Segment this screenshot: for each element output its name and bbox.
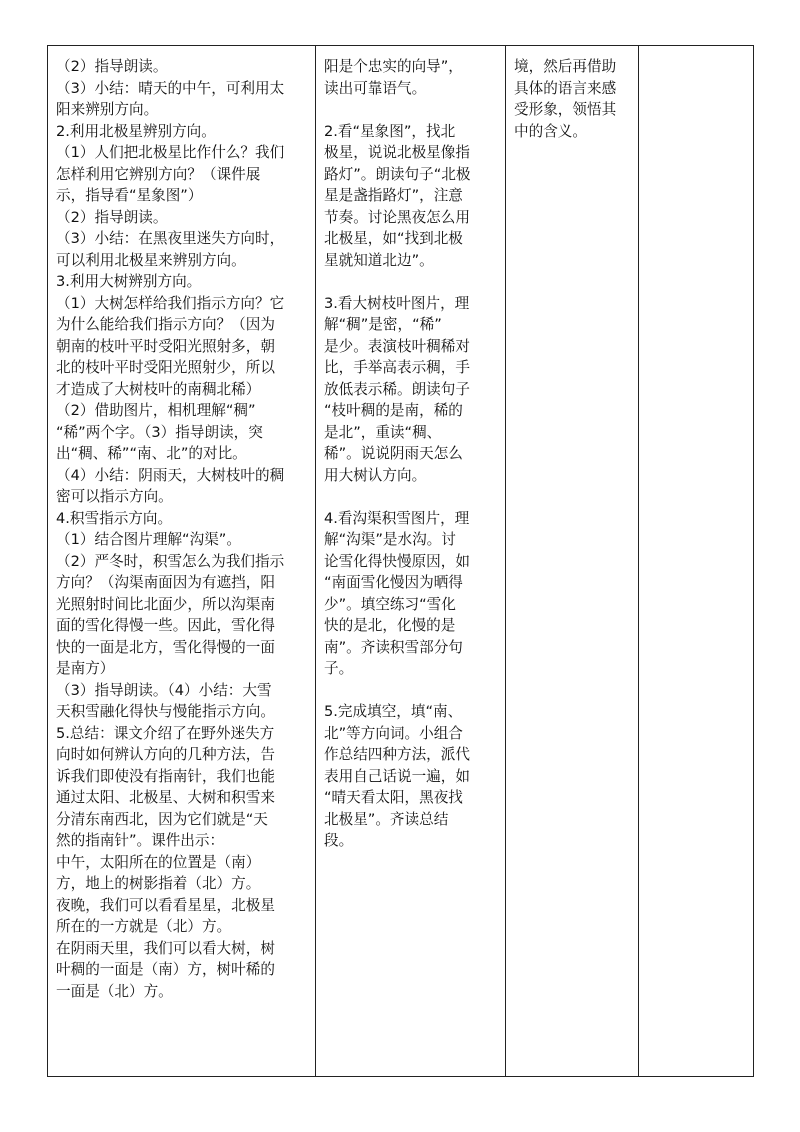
text-line: 极星，说说北极星像指 — [324, 144, 470, 161]
text-line: 3.看大树枝叶图片，理 — [324, 294, 470, 312]
text-line: 5.总结：课文介绍了在野外迷失方 — [56, 724, 275, 742]
text-line: （2）借助图片，相机理解“稠” — [56, 402, 256, 419]
blank-line — [324, 486, 499, 508]
text-line: 方向？（沟渠南面因为有遮挡，阳 — [56, 574, 275, 591]
text-line: 是少。表演枝叶稠稀对 — [324, 337, 470, 355]
text-line: 一面是（北）方。 — [56, 982, 173, 1000]
text-line: “枝叶稠的是南，稀的 — [324, 402, 463, 419]
text-line: （1）人们把北极星比作什么？我们 — [56, 144, 285, 161]
text-line: 是北”，重读“稠、 — [324, 423, 442, 441]
lesson-table — [47, 45, 754, 1077]
text-line: 解“沟渠”是水沟。讨 — [324, 531, 456, 548]
text-line: 4.积雪指示方向。 — [56, 509, 173, 527]
text-line: 阳来辨别方向。 — [56, 101, 159, 118]
blank-line — [324, 680, 499, 702]
text-line: 然的指南针”。课件出示： — [56, 832, 225, 849]
text-line: 朝南的枝叶平时受阳光照射多，朝 — [56, 337, 275, 355]
text-line: 在阴雨天里，我们可以看大树，树 — [56, 939, 275, 957]
text-line: （2）指导朗读。 — [56, 58, 168, 75]
notes-cell — [639, 46, 754, 1077]
text-line: 才造成了大树枝叶的南稠北稀） — [56, 380, 261, 398]
text-line: 北的枝叶平时受阳光照射少，所以 — [56, 359, 275, 376]
teaching-process-text — [56, 56, 309, 1002]
text-line: 子。 — [324, 660, 354, 677]
text-line: （2）指导朗读。 — [56, 208, 168, 226]
text-line: 2.利用北极星辨别方向。 — [56, 122, 216, 140]
table-row — [48, 46, 754, 1077]
blank-line — [324, 99, 499, 121]
text-line: 节奏。讨论黑夜怎么用 — [324, 208, 470, 226]
text-line: 境，然后再借助 — [514, 58, 617, 75]
text-line: 所在的一方就是（北）方。 — [56, 918, 232, 935]
text-line: 2.看“星象图”，找北 — [324, 122, 456, 140]
text-line: （3）小结：晴天的中午，可利用太 — [56, 79, 285, 97]
text-line: （2）严冬时，积雪怎么为我们指示 — [56, 552, 285, 570]
text-line: 光照射时间比北面少，所以沟渠南 — [56, 595, 275, 613]
text-line: （3）指导朗读。（4）小结：大雪 — [56, 681, 272, 699]
text-line: 5.完成填空，填“南、 — [324, 703, 463, 720]
text-line: 面的雪化得慢一些。因此，雪化得 — [56, 617, 275, 634]
text-line: 4.看沟渠积雪图片，理 — [324, 509, 470, 527]
text-line: 稀”。说说阴雨天怎么 — [324, 445, 463, 462]
text-line: 为什么能给我们指示方向？（因为 — [56, 316, 275, 333]
text-line: 方，地上的树影指着（北）方。 — [56, 875, 261, 892]
text-line: 3.利用大树辨别方向。 — [56, 273, 202, 290]
text-line: 论雪化得快慢原因，如 — [324, 552, 470, 570]
text-line: （4）小结：阴雨天，大树枝叶的稠 — [56, 466, 285, 484]
text-line: 少”。填空练习“雪化 — [324, 595, 456, 613]
text-line: 作总结四种方法，派代 — [324, 746, 470, 763]
text-line: 夜晚，我们可以看看星星，北极星 — [56, 896, 275, 914]
text-line: 是南方） — [56, 660, 115, 677]
text-line: 具体的语言来感 — [514, 79, 617, 97]
text-line: 放低表示稀。朗读句子 — [324, 380, 470, 398]
text-line: 用大树认方向。 — [324, 466, 427, 484]
text-line: （3）小结：在黑夜里迷失方向时， — [56, 230, 285, 247]
text-line: 怎样利用它辨别方向？（课件展 — [56, 165, 261, 183]
text-line: 受形象，领悟其 — [514, 101, 617, 118]
text-line: 北极星，如“找到北极 — [324, 230, 463, 247]
text-line: 快的一面是北方，雪化得慢的一面 — [56, 638, 275, 656]
text-line: 南”。齐读积雪部分句 — [324, 638, 463, 656]
text-line: 向时如何辨认方向的几种方法，告 — [56, 746, 275, 763]
student-activity-text — [324, 56, 499, 852]
text-line: 诉我们即使没有指南针，我们也能 — [56, 767, 275, 785]
text-line: 通过太阳、北极星、大树和积雪来 — [56, 789, 275, 806]
design-intent-text — [514, 56, 632, 142]
text-line: 星就知道北边”。 — [324, 251, 434, 269]
text-line: 叶稠的一面是（南）方，树叶稀的 — [56, 961, 275, 978]
text-line: （1）大树怎样给我们指示方向？它 — [56, 294, 285, 312]
text-line: 中午，太阳所在的位置是（南） — [56, 853, 261, 871]
text-line: 快的是北，化慢的是 — [324, 617, 456, 634]
text-line: “稀”两个字。（3）指导朗读，突 — [56, 423, 263, 441]
text-line: 分清东南西北，因为它们就是“天 — [56, 810, 268, 828]
student-activity-cell — [316, 46, 506, 1077]
text-line: “南面雪化慢因为晒得 — [324, 574, 463, 591]
text-line: 段。 — [324, 832, 354, 849]
text-line: 出“稠、稀”“南、北”的对比。 — [56, 445, 247, 462]
text-line: 天积雪融化得快与慢能指示方向。 — [56, 703, 275, 720]
text-line: 比，手举高表示稠，手 — [324, 359, 470, 376]
text-line: 示，指导看“星象图”） — [56, 187, 203, 204]
text-line: 路灯”。朗读句子“北极 — [324, 165, 471, 183]
text-line: “晴天看太阳，黑夜找 — [324, 789, 463, 806]
text-line: 密可以指示方向。 — [56, 488, 173, 505]
text-line: 阳是个忠实的向导”， — [324, 58, 463, 75]
teaching-process-cell — [48, 46, 316, 1077]
text-line: 北极星”。齐读总结 — [324, 810, 449, 828]
text-line: 北”等方向词。小组合 — [324, 724, 463, 742]
text-line: 读出可靠语气。 — [324, 79, 427, 97]
text-line: 星是盏指路灯”，注意 — [324, 187, 463, 204]
text-line: 表用自己话说一遍，如 — [324, 767, 470, 785]
text-line: 解“稠”是密，“稀” — [324, 316, 442, 333]
text-line: 中的含义。 — [514, 122, 587, 140]
text-line: （1）结合图片理解“沟渠”。 — [56, 531, 241, 548]
blank-line — [324, 271, 499, 293]
design-intent-cell — [506, 46, 639, 1077]
text-line: 可以利用北极星来辨别方向。 — [56, 251, 246, 269]
